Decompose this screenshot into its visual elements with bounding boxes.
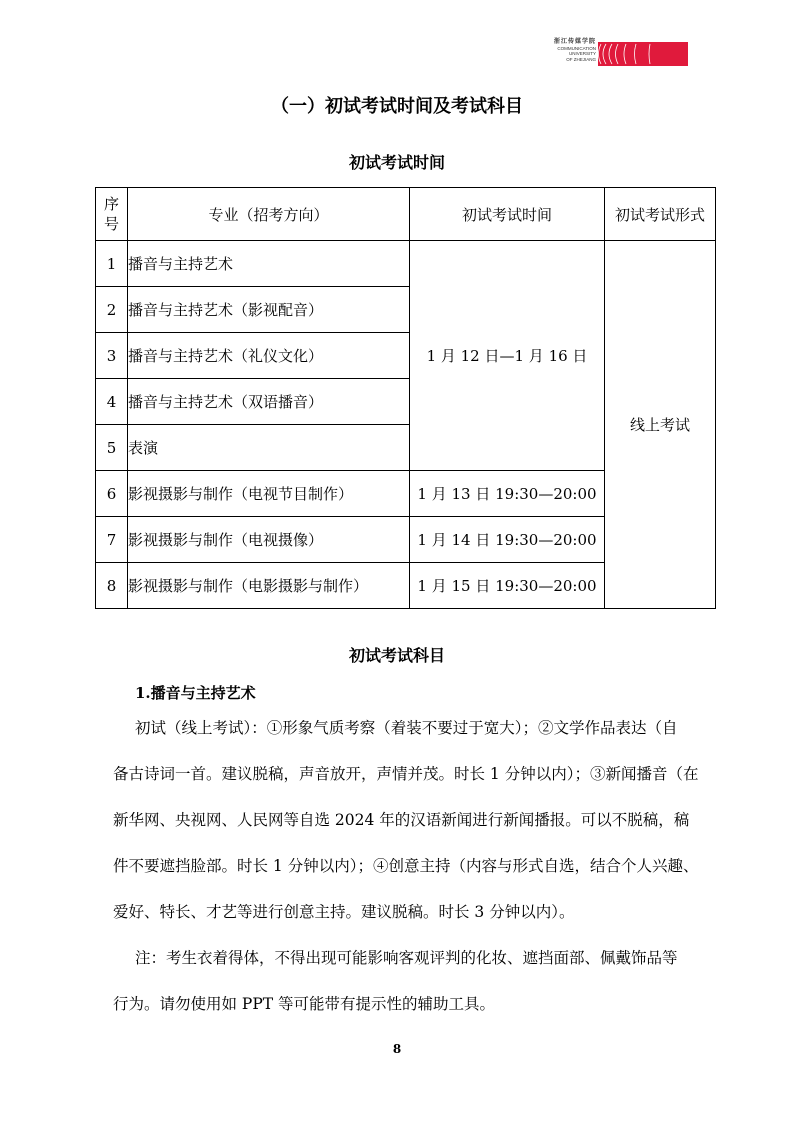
header-form: 初试考试形式 — [605, 188, 716, 241]
row-major: 播音与主持艺术 — [128, 241, 410, 287]
exam-time-table — [95, 187, 716, 609]
logo-en-text: COMMUNICATION — [557, 45, 596, 51]
row-no: 3 — [96, 333, 128, 379]
row-major: 影视摄影与制作（电视摄像） — [128, 517, 410, 563]
row-major: 播音与主持艺术（双语播音） — [128, 379, 410, 425]
subjects-title: 初试考试科目 — [348, 646, 445, 665]
row-no: 2 — [96, 287, 128, 333]
logo-en-text: UNIVERSITY — [568, 51, 596, 56]
row-major: 表演 — [128, 425, 410, 471]
merged-exam-time: 1 月 12 日—1 月 16 日 — [410, 241, 605, 471]
row-major: 影视摄影与制作（电视节目制作） — [128, 471, 410, 517]
logo-graphic — [598, 42, 688, 66]
row-time: 1 月 15 日 19:30—20:00 — [410, 563, 605, 609]
header-major: 专业（招考方向） — [128, 188, 410, 241]
row-major: 播音与主持艺术（影视配音） — [128, 287, 410, 333]
text-line: 备古诗词一首。建议脱稿，声音放开，声情并茂。时长 1 分钟以内）；③新闻播音（在 — [113, 765, 699, 783]
row-no: 6 — [96, 471, 128, 517]
exam-form: 线上考试 — [605, 241, 716, 609]
header-time: 初试考试时间 — [410, 188, 605, 241]
row-no: 8 — [96, 563, 128, 609]
logo-cn-text: 浙江传媒学院 — [553, 39, 596, 45]
header-text: 序号 — [103, 195, 119, 233]
text-line: 爱好、特长、才艺等进行创意主持。建议脱稿。时长 3 分钟以内）。 — [113, 903, 575, 921]
text-line: 初试（线上考试）：①形象气质考察（着装不要过于宽大）；②文学作品表达（自 — [135, 719, 678, 737]
row-major: 播音与主持艺术（礼仪文化） — [128, 333, 410, 379]
subsection-heading: 1.播音与主持艺术 — [135, 684, 256, 702]
text-line: 件不要遮挡脸部。时长 1 分钟以内）；④创意主持（内容与形式自选，结合个人兴趣、 — [113, 857, 699, 875]
row-no: 5 — [96, 425, 128, 471]
paragraph-exam-content — [113, 717, 699, 1039]
text-line: 新华网、央视网、人民网等自选 2024 年的汉语新闻进行新闻播报。可以不脱稿，稿 — [113, 811, 690, 829]
text-line: 行为。请勿使用如 PPT 等可能带有提示性的辅助工具。 — [113, 995, 496, 1013]
row-no: 1 — [96, 241, 128, 287]
row-time: 1 月 13 日 19:30—20:00 — [410, 471, 605, 517]
header-no — [96, 188, 128, 241]
university-logo — [548, 40, 688, 70]
table-title: 初试考试时间 — [348, 153, 445, 172]
row-time: 1 月 14 日 19:30—20:00 — [410, 517, 605, 563]
row-major: 影视摄影与制作（电影摄影与制作） — [128, 563, 410, 609]
text-line: 注：考生衣着得体，不得出现可能影响客观评判的化妆、遮挡面部、佩戴饰品等 — [135, 949, 678, 967]
row-no: 7 — [96, 517, 128, 563]
section-title: （一）初试考试时间及考试科目 — [271, 96, 523, 117]
table-row — [96, 241, 716, 287]
logo-en-text: OF ZHEJIANG — [566, 56, 596, 62]
table-header-row — [96, 188, 716, 241]
row-no: 4 — [96, 379, 128, 425]
page-number: 8 — [392, 1042, 402, 1056]
